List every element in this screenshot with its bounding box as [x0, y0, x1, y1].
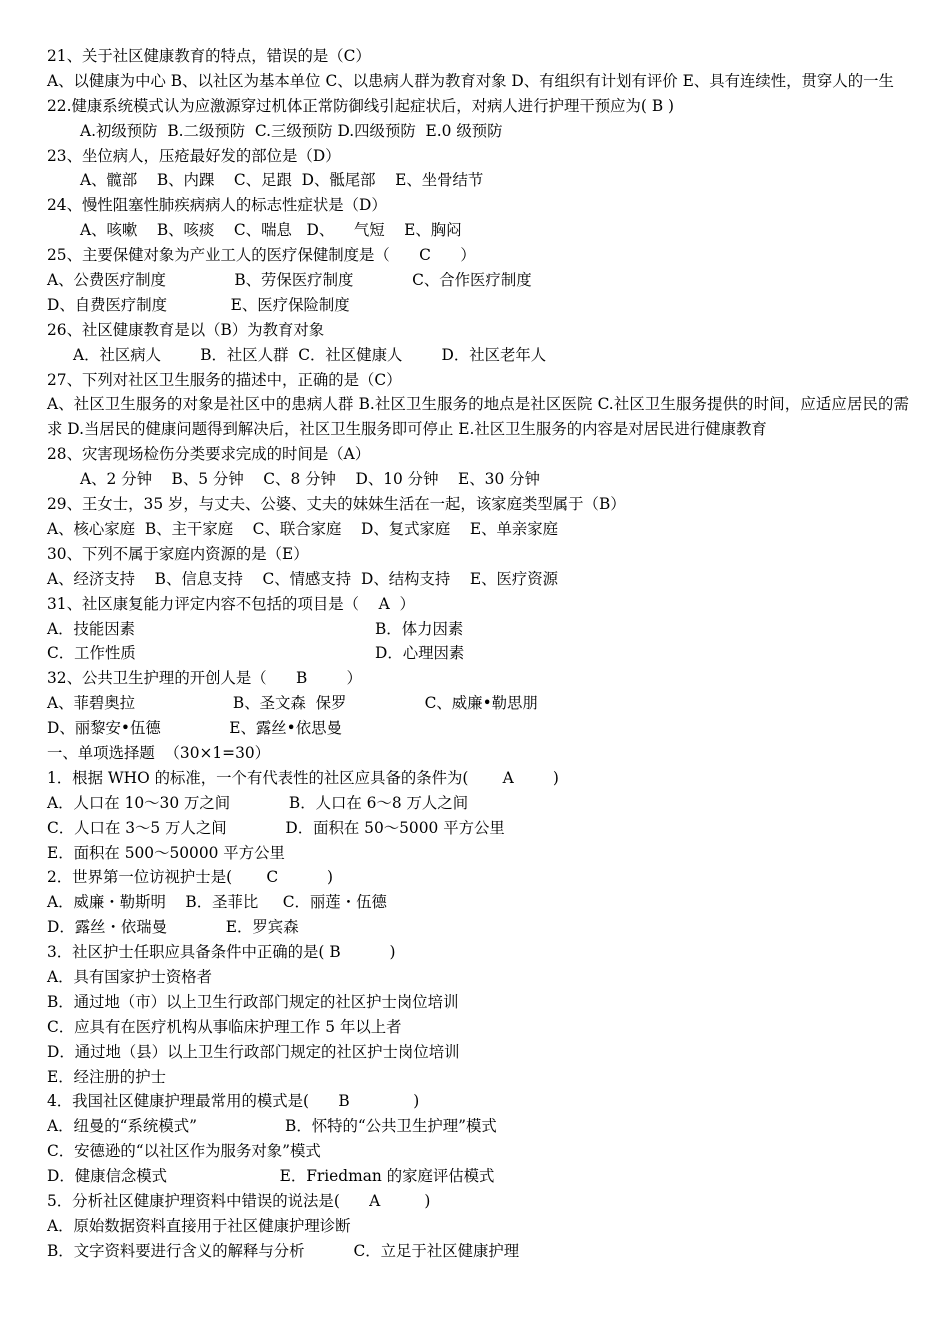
- question-27: 27、下列对社区卫生服务的描述中，正确的是（C）: [47, 370, 402, 389]
- options-4-row1: A．纽曼的“系统模式” B．怀特的“公共卫生护理”模式: [47, 1117, 497, 1136]
- document-page: [47, 44, 909, 1264]
- options-22: A.初级预防 B.二级预防 C.三级预防 D.四级预防 E.0 级预防: [80, 121, 503, 140]
- options-28: A、2 分钟 B、5 分钟 C、8 分钟 D、10 分钟 E、30 分钟: [80, 470, 540, 489]
- question-2: 2．世界第一位访视护士是( C ): [47, 868, 334, 887]
- options-24: A、咳嗽 B、咳痰 C、喘息 D、 气短 E、胸闷: [80, 221, 462, 240]
- options-31-row2: [47, 641, 909, 666]
- options-32-row2: D、丽黎安•伍德 E、露丝•依思曼: [47, 719, 342, 738]
- question-3: 3．社区护士任职应具备条件中正确的是( B ): [47, 943, 396, 962]
- option-3-c: C．应具有在医疗机构从事临床护理工作 5 年以上者: [47, 1017, 402, 1036]
- question-4: 4．我国社区健康护理最常用的模式是( B ): [47, 1092, 420, 1111]
- option-31-c: C．工作性质: [47, 644, 136, 663]
- section-heading: 一、单项选择题 （30×1=30）: [47, 743, 271, 762]
- options-31-row1: [47, 617, 909, 642]
- options-2-row1: A．威廉・勒斯明 B．圣菲比 C．丽莲・伍德: [47, 893, 387, 912]
- options-27: A、社区卫生服务的对象是社区中的患病人群 B.社区卫生服务的地点是社区医院 C.社区卫生服务提供的时间，应适应居民的需求 D.当居民的健康问题得到解决后，社区卫生服务即可停止 E.社区卫生服务的内容是对居民进行健康教育: [47, 395, 909, 439]
- options-26: A．社区病人 B．社区人群 C．社区健康人 D．社区老年人: [73, 345, 547, 364]
- options-23: A、髋部 B、内踝 C、足跟 D、骶尾部 E、坐骨结节: [80, 171, 484, 190]
- options-1-row2: C．人口在 3～5 万人之间 D．面积在 50～5000 平方公里: [47, 818, 505, 837]
- option-3-b: B．通过地（市）以上卫生行政部门规定的社区护士岗位培训: [47, 992, 459, 1011]
- question-23: 23、坐位病人，压疮最好发的部位是（D）: [47, 146, 341, 165]
- option-4-c: C．安德逊的“以社区作为服务对象”模式: [47, 1142, 321, 1161]
- question-30: 30、下列不属于家庭内资源的是（E）: [47, 544, 309, 563]
- question-31: 31、社区康复能力评定内容不包括的项目是（ A ）: [47, 594, 415, 613]
- question-21: 21、关于社区健康教育的特点，错误的是（C）: [47, 47, 371, 65]
- options-25-row1: A、公费医疗制度 B、劳保医疗制度 C、合作医疗制度: [47, 271, 532, 290]
- option-31-a: A．技能因素: [47, 619, 136, 638]
- options-1-row3: E．面积在 500～50000 平方公里: [47, 843, 285, 862]
- option-31-b: B．体力因素: [375, 619, 464, 638]
- option-3-a: A．具有国家护士资格者: [47, 968, 213, 986]
- question-26: 26、社区健康教育是以（B）为教育对象: [47, 320, 325, 339]
- options-29: A、核心家庭 B、主干家庭 C、联合家庭 D、复式家庭 E、单亲家庭: [47, 519, 559, 538]
- options-2-row2: D．露丝・依瑞曼 E．罗宾森: [47, 918, 299, 937]
- question-1: 1．根据 WHO 的标准，一个有代表性的社区应具备的条件为( A ): [47, 768, 559, 787]
- question-32: 32、公共卫生护理的开创人是（ B ）: [47, 669, 362, 688]
- option-31-d: D．心理因素: [375, 644, 465, 663]
- options-5-row2: B．文字资料要进行含义的解释与分析 C．立足于社区健康护理: [47, 1241, 520, 1260]
- options-30: A、经济支持 B、信息支持 C、情感支持 D、结构支持 E、医疗资源: [47, 569, 559, 588]
- options-4-row3: D．健康信念模式 E．Friedman 的家庭评估模式: [47, 1167, 495, 1186]
- option-5-a: A．原始数据资料直接用于社区健康护理诊断: [47, 1216, 351, 1235]
- question-24: 24、慢性阻塞性肺疾病病人的标志性症状是（D）: [47, 196, 387, 215]
- question-5: 5．分析社区健康护理资料中错误的说法是( A ): [47, 1192, 431, 1211]
- options-32-row1: A、菲碧奥拉 B、圣文森 保罗 C、威廉•勒思朋: [47, 694, 538, 713]
- option-3-d: D．通过地（县）以上卫生行政部门规定的社区护士岗位培训: [47, 1042, 460, 1061]
- options-21: A、以健康为中心 B、以社区为基本单位 C、以患病人群为教育对象 D、有组织有计划有评价 E、具有连续性，贯穿人的一生: [47, 71, 894, 90]
- question-22: 22.健康系统模式认为应激源穿过机体正常防御线引起症状后，对病人进行护理干预应为( B ): [47, 96, 675, 115]
- option-3-e: E．经注册的护士: [47, 1067, 166, 1086]
- options-1-row1: A．人口在 10～30 万之间 B．人口在 6～8 万人之间: [47, 793, 469, 812]
- question-28: 28、灾害现场检伤分类要求完成的时间是（A）: [47, 445, 371, 464]
- question-29: 29、王女士，35 岁，与丈夫、公婆、丈夫的妹妹生活在一起，该家庭类型属于（B）: [47, 495, 626, 514]
- question-25: 25、主要保健对象为产业工人的医疗保健制度是（ C ）: [47, 246, 476, 265]
- options-25-row2: D、自费医疗制度 E、医疗保险制度: [47, 295, 350, 314]
